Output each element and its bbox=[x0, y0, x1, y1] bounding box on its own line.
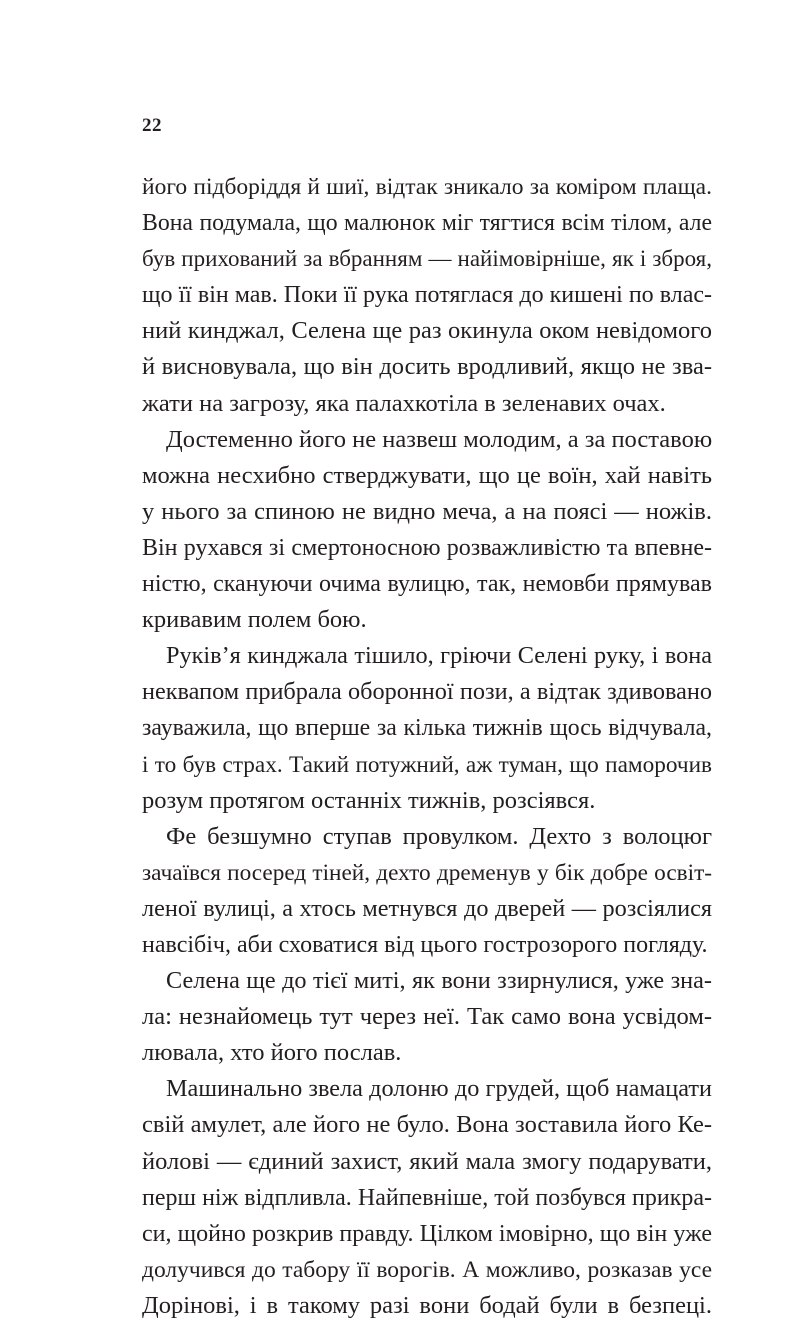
body-text bbox=[142, 169, 712, 1324]
text-line: жати на загрозу, яка палахкотіла в зеленавих очах. bbox=[142, 389, 666, 417]
text-line: долучився до табору її ворогів. А можливо, розказав усе bbox=[142, 1256, 712, 1283]
text-line: можна несхибно стверджувати, що це воїн, хай навіть bbox=[142, 461, 712, 489]
text-line: був прихований за вбранням — найімовірніше, як і зброя, bbox=[142, 246, 712, 272]
text-line: і то був страх. Такий потужний, аж туман, що паморочив bbox=[142, 751, 712, 778]
text-line: Машинально звела долоню до грудей, щоб намацати bbox=[166, 1075, 712, 1103]
text-line: його підборіддя й шиї, відтак зникало за коміром плаща. bbox=[142, 174, 712, 200]
text-line: Руків’я кинджала тішило, гріючи Селені руку, і вона bbox=[166, 642, 712, 670]
text-line: свій амулет, але його не було. Вона зоставила його Ке- bbox=[142, 1111, 712, 1139]
text-line: що її він мав. Поки її рука потяглася до кишені по влас- bbox=[142, 282, 712, 309]
text-line: Фе безшумно ступав провулком. Дехто з волоцюг bbox=[166, 822, 712, 850]
page-number: 22 bbox=[142, 115, 162, 136]
text-line: перш ніж відпливла. Найпевніше, той позбувся прикра- bbox=[142, 1184, 712, 1211]
text-line: Він рухався зі смертоносною розважливістю та впевне- bbox=[142, 534, 712, 561]
text-line: й висновувала, що він досить вродливий, якщо не зва- bbox=[142, 353, 712, 381]
text-line: лювала, хто його послав. bbox=[142, 1039, 402, 1067]
text-line: леної вулиці, а хтось метнувся до дверей — розсіялися bbox=[142, 894, 712, 922]
text-line: ністю, скануючи очима вулицю, так, немовби прямував bbox=[142, 571, 712, 598]
text-line: зауважила, що вперше за кілька тижнів щось відчувала, bbox=[142, 715, 712, 742]
text-line: Достеменно його не назвеш молодим, а за поставою bbox=[166, 425, 713, 453]
text-line: неквапом прибрала оборонної пози, а відтак здивовано bbox=[142, 678, 712, 706]
text-line: Селена ще до тієї миті, як вони ззирнулися, уже зна- bbox=[166, 967, 712, 995]
text-line: навсібіч, аби сховатися від цього гострозорого погляду. bbox=[142, 931, 708, 958]
text-line: си, щойно розкрив правду. Цілком імовірно, що він уже bbox=[142, 1220, 712, 1247]
text-line: кривавим полем бою. bbox=[142, 606, 367, 634]
text-line: ла: незнайомець тут через неї. Так само вона усвідом- bbox=[142, 1003, 712, 1031]
text-line: Вона подумала, що малюнок міг тягтися всім тілом, але bbox=[142, 210, 712, 237]
text-line: зачаївся посеред тіней, дехто дременув у бік добре освіт- bbox=[142, 859, 712, 886]
text-line: у нього за спиною не видно меча, а на поясі — ножів. bbox=[142, 497, 712, 525]
text-line: Дорінові, і в такому разі вони бодай були в безпеці. bbox=[142, 1291, 712, 1319]
text-line: йолові — єдиний захист, який мала змогу подарувати, bbox=[142, 1147, 712, 1175]
text-line: розум протягом останніх тижнів, розсіявся. bbox=[142, 786, 596, 814]
text-line: ний кинджал, Селена ще раз окинула оком невідомого bbox=[142, 317, 712, 345]
